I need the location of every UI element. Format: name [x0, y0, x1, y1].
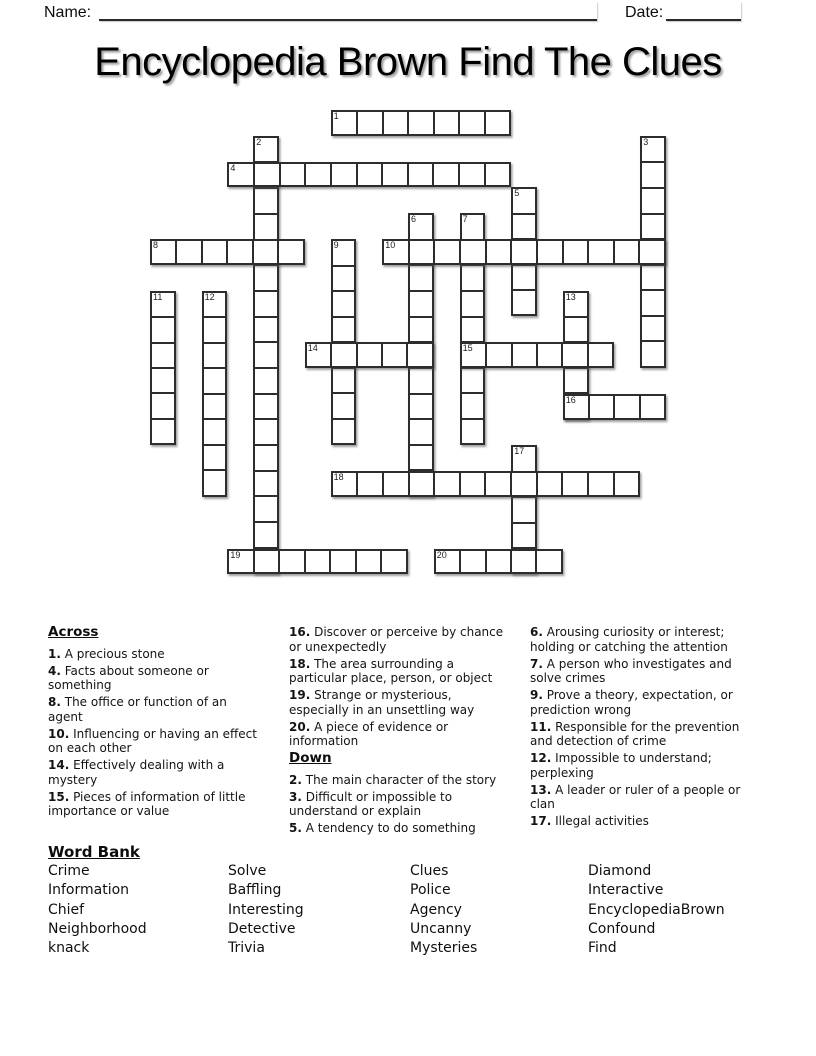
crossword-cell[interactable] — [152, 394, 174, 419]
crossword-cell[interactable] — [152, 241, 177, 263]
word-18-across-outline — [331, 471, 641, 497]
crossword-cell[interactable] — [331, 551, 357, 573]
crossword-cell[interactable] — [255, 420, 277, 446]
word-bank-item: Baffling — [228, 882, 282, 899]
crossword-cell[interactable] — [410, 473, 436, 495]
crossword-cell[interactable] — [640, 241, 664, 263]
crossword-cell[interactable] — [255, 189, 277, 215]
crossword-cell[interactable] — [333, 473, 359, 495]
crossword-cell[interactable] — [435, 112, 461, 134]
clue-item — [289, 657, 512, 686]
word-bank-item: Uncanny — [410, 920, 472, 937]
clue-number: 11. — [530, 719, 552, 734]
crossword-cell[interactable] — [462, 292, 484, 318]
crossword-cell[interactable] — [642, 291, 664, 317]
crossword-cell[interactable] — [461, 551, 486, 573]
clue-number: 18. — [289, 656, 311, 671]
crossword-cell[interactable] — [513, 447, 535, 472]
clue-number-label: 11 — [153, 291, 163, 302]
crossword-cell[interactable] — [152, 420, 174, 443]
page-title: Encyclopedia Brown Find The Clues — [94, 40, 722, 84]
clue-item — [289, 790, 512, 819]
clue-text: Influencing or having an effect on each other — [48, 726, 257, 755]
clue-text: A precious stone — [60, 646, 165, 661]
clue-number-label: 14 — [307, 343, 318, 354]
crossword-cell[interactable] — [255, 215, 277, 241]
crossword-cell[interactable] — [538, 473, 564, 495]
clue-text: Responsible for the prevention and detection of crime — [530, 719, 740, 748]
clue-item — [48, 695, 258, 724]
crossword-cell[interactable] — [333, 394, 355, 420]
crossword-cell[interactable] — [408, 344, 431, 366]
word-19-across-outline — [227, 549, 408, 575]
crossword-cell[interactable] — [204, 344, 226, 370]
clue-number: 4. — [48, 663, 61, 678]
crossword-cell[interactable] — [565, 318, 587, 343]
crossword-cell[interactable] — [564, 241, 590, 263]
word-16-across-outline — [563, 394, 666, 420]
clue-number: 6. — [530, 625, 543, 639]
clue-number-label: 13 — [565, 291, 576, 302]
crossword-cell[interactable] — [512, 473, 538, 495]
crossword-cell[interactable] — [384, 112, 410, 134]
word-bank-item: Police — [410, 882, 451, 899]
crossword-cell[interactable] — [152, 369, 174, 394]
clue-list-heading-across: Across — [48, 624, 99, 640]
crossword-cell[interactable] — [435, 473, 461, 495]
clue-number: 15. — [48, 789, 70, 804]
word-bank-column-3 — [410, 862, 477, 958]
crossword-cell[interactable] — [204, 293, 226, 319]
crossword-cell[interactable] — [486, 164, 510, 186]
word-bank-item: Diamond — [588, 863, 652, 879]
clue-number: 12. — [530, 751, 552, 765]
clue-number-label: 1 — [333, 111, 339, 121]
crossword-cell[interactable] — [255, 266, 277, 292]
clue-item — [530, 814, 748, 829]
crossword-cell[interactable] — [204, 446, 226, 472]
clue-text: Prove a theory, expectation, or prediction wrong — [530, 688, 733, 717]
crossword-cell[interactable] — [204, 471, 226, 495]
crossword-cell[interactable] — [255, 318, 277, 344]
clue-text: The office or function of an agent — [48, 695, 227, 724]
date-label: Date: — [625, 4, 664, 21]
crossword-cell[interactable] — [204, 369, 226, 395]
clue-number-label: 4 — [230, 162, 236, 173]
clue-text: A piece of evidence or information — [289, 719, 449, 748]
crossword-cell[interactable] — [384, 473, 410, 495]
crossword-cell[interactable] — [152, 293, 174, 318]
word-bank-column-4 — [588, 862, 725, 958]
crossword-cell[interactable] — [204, 318, 226, 344]
crossword-cell[interactable] — [462, 215, 484, 241]
word-bank-item: Mysteries — [410, 940, 478, 957]
crossword-cell[interactable] — [410, 420, 432, 446]
crossword-cell[interactable] — [513, 498, 535, 523]
word-bank-item: Confound — [588, 920, 656, 937]
clue-item — [289, 821, 512, 836]
crossword-cell[interactable] — [563, 344, 588, 366]
crossword-cell[interactable] — [229, 551, 255, 573]
crossword-cell[interactable] — [435, 241, 461, 263]
crossword-cell[interactable] — [434, 164, 460, 186]
crossword-cell[interactable] — [615, 241, 641, 263]
word-bank-item: Interactive — [588, 882, 664, 899]
crossword-cell[interactable] — [410, 369, 432, 395]
word-bank-item: Crime — [48, 863, 90, 879]
crossword-cell[interactable] — [563, 473, 589, 495]
crossword-cell[interactable] — [486, 112, 510, 134]
clue-number-label: 12 — [204, 291, 215, 302]
word-bank-item: Find — [588, 940, 617, 957]
clue-text: The area surrounding a particular place, person, or object — [289, 656, 493, 685]
clue-number-label: 5 — [514, 188, 520, 199]
crossword-cell[interactable] — [255, 164, 281, 186]
clue-item — [530, 783, 748, 812]
crossword-cell[interactable] — [333, 420, 355, 444]
clue-number-label: 16 — [565, 394, 576, 405]
crossword-cell[interactable] — [255, 472, 277, 498]
crossword-cell[interactable] — [383, 344, 408, 366]
crossword-cell[interactable] — [513, 524, 535, 549]
crossword-cell[interactable] — [358, 473, 384, 495]
word-bank-column-2 — [228, 862, 304, 958]
clue-number-label: 2 — [256, 136, 262, 147]
crossword-cell[interactable] — [462, 420, 484, 444]
crossword-cell[interactable] — [538, 241, 564, 263]
clue-text: Impossible to understand; perplexing — [530, 751, 712, 780]
crossword-cell[interactable] — [255, 497, 277, 523]
crossword-cell[interactable] — [462, 394, 484, 420]
crossword-cell[interactable] — [384, 241, 410, 263]
clue-number: 16. — [289, 625, 311, 639]
crossword-cell[interactable] — [204, 420, 226, 446]
crossword-cell[interactable] — [410, 266, 432, 292]
crossword-cell[interactable] — [487, 344, 512, 366]
crossword-cell[interactable] — [615, 473, 639, 495]
crossword-cell[interactable] — [382, 551, 406, 573]
clue-item — [48, 647, 258, 662]
clue-item — [48, 758, 258, 787]
crossword-cell[interactable] — [409, 164, 435, 186]
clue-number-label: 10 — [385, 240, 396, 250]
crossword-cell[interactable] — [410, 395, 432, 421]
clue-number: 14. — [48, 758, 70, 772]
crossword-cell[interactable] — [513, 344, 538, 366]
clue-list-heading-down: Down — [289, 750, 332, 766]
crossword-cell[interactable] — [641, 396, 664, 418]
word-20-across-outline — [434, 549, 563, 575]
clue-text: Arousing curiosity or interest; holding or catching the attention — [530, 625, 728, 654]
word-8-across-outline — [150, 239, 305, 265]
word-bank-item: Detective — [228, 920, 296, 937]
crossword-cell[interactable] — [642, 189, 664, 215]
word-bank-item: Solve — [228, 863, 267, 879]
clue-item — [530, 657, 748, 686]
word-1-across-outline — [331, 110, 512, 136]
crossword-cell[interactable] — [460, 164, 486, 186]
clue-number: 2. — [289, 772, 302, 787]
crossword-cell[interactable] — [642, 163, 664, 189]
word-bank-item: Information — [48, 882, 130, 899]
clue-text: Effectively dealing with a mystery — [48, 758, 225, 787]
crossword-cell[interactable] — [462, 369, 484, 395]
clue-item — [48, 727, 258, 756]
clue-number-label: 7 — [462, 214, 468, 225]
word-bank-item: EncyclopediaBrown — [588, 901, 725, 918]
crossword-cell[interactable] — [410, 292, 432, 318]
crossword-cell[interactable] — [615, 396, 640, 418]
clue-item — [289, 625, 512, 654]
crossword-cell[interactable] — [152, 344, 174, 369]
crossword-cell[interactable] — [642, 138, 664, 164]
clue-item — [530, 751, 748, 780]
crossword-cell[interactable] — [462, 344, 487, 366]
clue-item — [48, 790, 258, 819]
clue-number-label: 9 — [333, 240, 339, 250]
word-bank-item: knack — [48, 940, 90, 957]
clue-number-label: 19 — [230, 549, 241, 560]
crossword-cell[interactable] — [461, 241, 487, 263]
crossword-cell[interactable] — [254, 241, 279, 263]
clue-number: 10. — [48, 726, 70, 741]
clue-text: A person who investigates and solve crimes — [530, 656, 732, 685]
word-bank-item: Neighborhood — [48, 920, 147, 937]
clue-number-label: 15 — [462, 343, 473, 354]
clue-number-label: 6 — [411, 214, 417, 225]
crossword-cell[interactable] — [306, 551, 332, 573]
word-bank-item: Chief — [48, 901, 85, 918]
crossword-cell[interactable] — [229, 164, 255, 186]
word-12-down-outline — [202, 291, 228, 497]
word-4-across-outline — [227, 162, 511, 188]
crossword-cell[interactable] — [255, 369, 277, 395]
crossword-cell[interactable] — [642, 215, 664, 241]
word-bank-heading: Word Bank — [48, 843, 140, 861]
crossword-cell[interactable] — [487, 551, 512, 573]
crossword-cell[interactable] — [538, 344, 563, 366]
crossword-cell[interactable] — [565, 369, 587, 394]
clue-text: A tendency to do something — [301, 821, 476, 835]
word-15-across-outline — [460, 342, 615, 368]
crossword-cell[interactable] — [462, 266, 484, 292]
clue-number: 7. — [530, 656, 543, 671]
word-10-across-outline — [382, 239, 666, 265]
crossword-cell[interactable] — [280, 551, 306, 573]
clue-item — [530, 720, 748, 749]
crossword-cell[interactable] — [589, 241, 615, 263]
word-bank-item: Trivia — [228, 940, 265, 957]
crossword-cell[interactable] — [537, 551, 560, 573]
clue-number: 13. — [530, 782, 552, 797]
crossword-cell[interactable] — [357, 551, 383, 573]
crossword-cell[interactable] — [306, 164, 332, 186]
crossword-cell[interactable] — [410, 215, 432, 241]
crossword-cell[interactable] — [358, 344, 383, 366]
clue-item — [530, 688, 748, 717]
crossword-cell[interactable] — [203, 241, 228, 263]
crossword-cell[interactable] — [487, 241, 513, 263]
clue-number: 5. — [289, 821, 302, 835]
crossword-cell[interactable] — [255, 292, 277, 318]
crossword-cell[interactable] — [513, 215, 535, 240]
crossword-cell[interactable] — [281, 164, 307, 186]
clue-column-1 — [48, 625, 258, 821]
clue-text: Illegal activities — [551, 814, 649, 828]
crossword-cell[interactable] — [513, 266, 535, 291]
clue-text: Pieces of information of little importance or value — [48, 789, 246, 818]
crossword-cell[interactable] — [512, 551, 537, 573]
crossword-cell[interactable] — [409, 112, 435, 134]
clue-number: 19. — [289, 688, 311, 702]
crossword-cell[interactable] — [460, 112, 486, 134]
crossword-cell[interactable] — [565, 396, 590, 418]
crossword-cell[interactable] — [642, 266, 664, 292]
word-11-down-outline — [150, 291, 176, 446]
crossword-cell[interactable] — [333, 112, 359, 134]
crossword-cell[interactable] — [436, 551, 461, 573]
word-14-across-outline — [305, 342, 434, 368]
clue-item — [289, 688, 512, 717]
name-label: Name: — [44, 4, 92, 21]
crossword-cell[interactable] — [590, 396, 615, 418]
crossword-cell[interactable] — [204, 395, 226, 421]
crossword-cell[interactable] — [333, 369, 355, 395]
clue-number-label: 17 — [514, 446, 525, 457]
crossword-cell[interactable] — [307, 344, 332, 366]
word-bank-item: Agency — [410, 901, 462, 918]
clue-text: Difficult or impossible to understand or explain — [289, 789, 453, 818]
crossword-cell[interactable] — [255, 551, 281, 573]
clue-number-label: 18 — [333, 472, 344, 483]
crossword-cell[interactable] — [177, 241, 202, 263]
crossword-cell[interactable] — [410, 446, 432, 472]
crossword-cell[interactable] — [228, 241, 253, 263]
clue-number-label: 20 — [436, 549, 447, 560]
clue-text: Facts about someone or something — [48, 663, 209, 692]
word-bank-column-1 — [48, 862, 147, 958]
crossword-cell[interactable] — [461, 473, 487, 495]
crossword-cell[interactable] — [513, 291, 535, 314]
word-bank-item: Interesting — [228, 901, 304, 918]
clue-number: 3. — [289, 789, 302, 804]
crossword-cell[interactable] — [410, 318, 432, 344]
crossword-cell[interactable] — [255, 395, 277, 421]
crossword-cell[interactable] — [462, 318, 484, 344]
clue-number-label: 8 — [153, 240, 159, 250]
crossword-cell[interactable] — [358, 164, 384, 186]
clue-number: 20. — [289, 719, 311, 734]
crossword-cell[interactable] — [333, 267, 355, 293]
clue-number-label: 3 — [643, 136, 649, 147]
word-bank-item: Clues — [410, 863, 449, 879]
crossword-cell[interactable] — [358, 112, 384, 134]
clue-item — [289, 773, 512, 788]
crossword-cell[interactable] — [513, 189, 535, 214]
clue-text: Strange or mysterious, especially in an unsettling way — [289, 688, 475, 717]
clue-column-2 — [289, 625, 512, 838]
crossword-cell[interactable] — [333, 241, 355, 267]
crossword-cell[interactable] — [255, 343, 277, 369]
clue-item — [48, 664, 258, 693]
clue-text: A leader or ruler of a people or clan — [530, 782, 741, 811]
crossword-cell[interactable] — [512, 241, 538, 263]
clue-text: The main character of the story — [301, 772, 497, 787]
clue-text: Discover or perceive by chance or unexpectedly — [289, 625, 504, 654]
clue-number: 8. — [48, 695, 61, 709]
crossword-cell[interactable] — [333, 318, 355, 344]
clue-item — [289, 720, 512, 749]
crossword-cell[interactable] — [255, 138, 277, 164]
clue-item — [530, 625, 748, 654]
crossword-cell[interactable] — [255, 446, 277, 472]
clue-number: 17. — [530, 814, 552, 828]
crossword-cell[interactable] — [589, 344, 612, 366]
word-2-down-outline — [253, 136, 279, 575]
crossword-cell[interactable] — [152, 318, 174, 343]
crossword-cell[interactable] — [642, 317, 664, 343]
crossword-cell[interactable] — [383, 164, 409, 186]
crossword-cell[interactable] — [565, 293, 587, 318]
crossword-cell[interactable] — [410, 241, 436, 263]
crossword-cell[interactable] — [279, 241, 302, 263]
crossword-cell[interactable] — [332, 344, 357, 366]
clue-number: 1. — [48, 646, 61, 661]
crossword-cell[interactable] — [589, 473, 615, 495]
crossword-cell[interactable] — [333, 292, 355, 318]
crossword-cell[interactable] — [486, 473, 512, 495]
crossword-cell[interactable] — [332, 164, 358, 186]
clue-number: 9. — [530, 688, 543, 702]
crossword-cell[interactable] — [642, 342, 664, 366]
crossword-cell[interactable] — [255, 523, 277, 549]
clue-column-3 — [530, 625, 748, 831]
